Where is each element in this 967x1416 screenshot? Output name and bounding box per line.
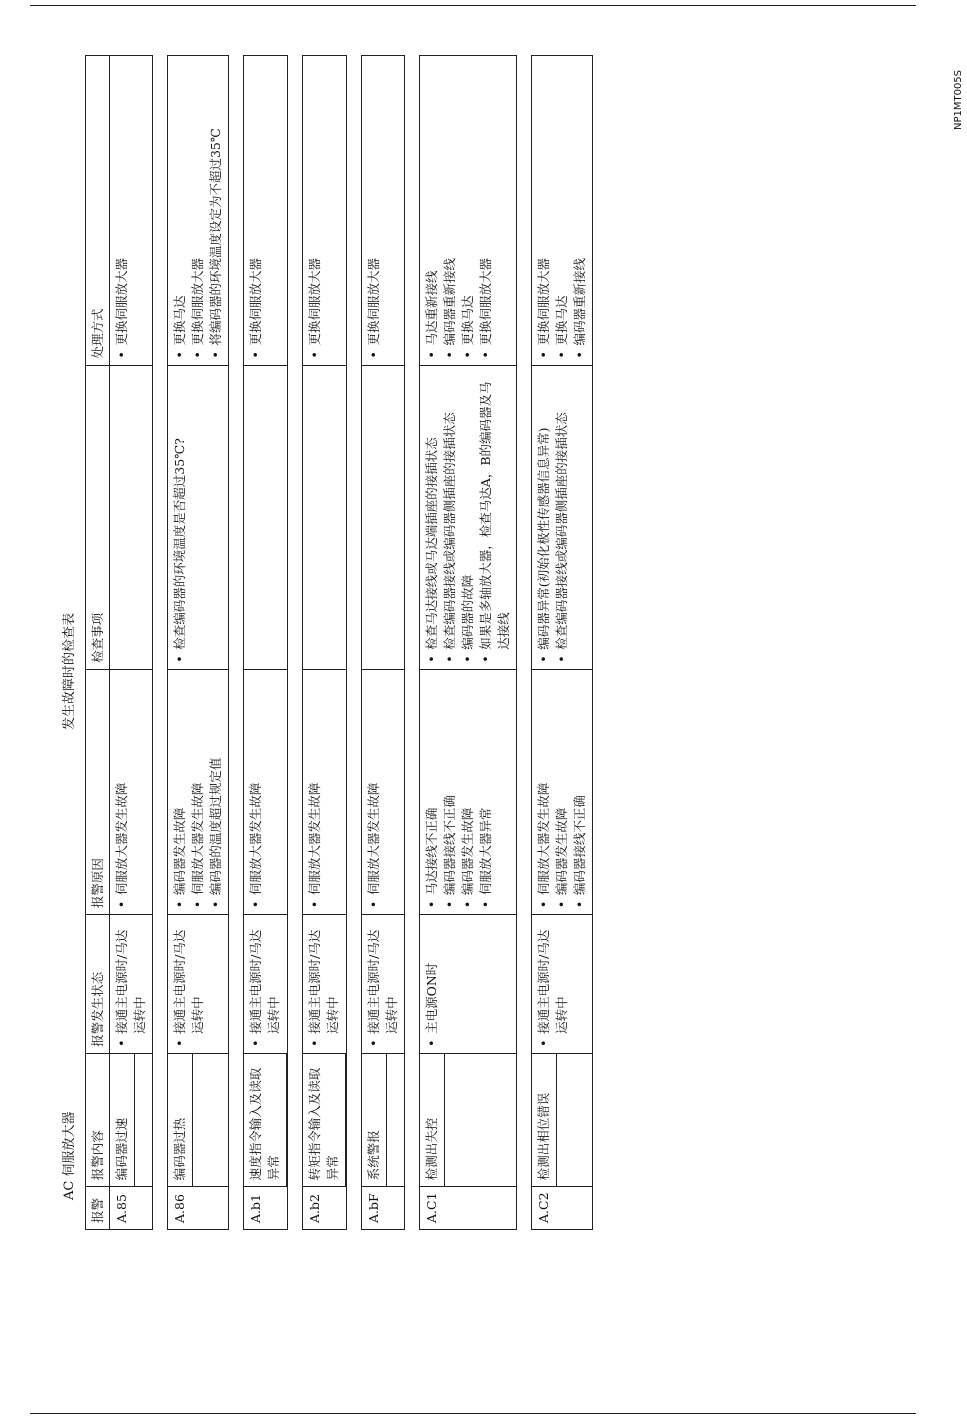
- check-list: [423, 372, 513, 663]
- check-item: • 检查编码器接线或编码器侧插座的接插状态: [441, 372, 459, 663]
- check-item: • 编码器异常(初始化极性传感器信息异常): [535, 372, 553, 663]
- header-check: 检查事项: [86, 365, 110, 669]
- table-row: [244, 56, 288, 1230]
- fix-item: • 更换马达: [459, 62, 477, 359]
- document-code-text: NP1MT005S: [953, 69, 964, 131]
- check-list: [171, 372, 189, 663]
- alarm-code: A.86: [168, 1187, 229, 1230]
- alarm-code: A.b2: [303, 1187, 347, 1230]
- alarm-name: 速度指令输入及读取异常: [244, 1054, 287, 1186]
- state-list: [306, 921, 342, 1047]
- alarm-code: A.bF: [362, 1187, 405, 1230]
- alarm-name-cell: [110, 1053, 153, 1186]
- check-item: • 检查马达接线或马达端插座的接插状态: [423, 372, 441, 663]
- state-item: • 接通主电源时/马达运转中: [171, 921, 207, 1047]
- table-row: [420, 56, 517, 1230]
- cause-item: • 伺服放大器发生故障: [535, 676, 553, 908]
- fix-item: • 更换马达: [171, 62, 189, 359]
- fix-item: • 更换伺服放大器: [535, 62, 553, 359]
- fix-item: • 更换马达: [553, 62, 571, 359]
- alarm-name: 检测出失控: [420, 1054, 445, 1186]
- cause-item: • 伺服放大器发生故障: [247, 676, 265, 908]
- cause-item: • 编码器发生故障: [553, 676, 571, 908]
- fix-item: • 更换伺服放大器: [247, 62, 265, 359]
- alarm-name: 检测出相位错误: [532, 1054, 557, 1186]
- alarm-check-cell: [168, 365, 229, 669]
- alarm-cause-cell: [303, 669, 347, 914]
- alarm-check-cell: [110, 365, 153, 669]
- fix-list: [365, 62, 383, 359]
- alarm-name-cell: [244, 1053, 288, 1186]
- state-list: [423, 921, 441, 1047]
- alarm-fix-cell: [303, 56, 347, 366]
- cause-item: • 编码器发生故障: [171, 676, 189, 908]
- row-gap-cell: [229, 56, 244, 1230]
- header-code: 报警: [86, 1187, 110, 1230]
- cause-item: • 伺服放大器发生故障: [113, 676, 131, 908]
- fix-list: [423, 62, 495, 359]
- table-header: [86, 56, 110, 1230]
- fix-item: • 将编码器的环境温度设定为不超过35℃: [207, 62, 225, 359]
- cause-list: [113, 676, 131, 908]
- header-name: 报警内容: [86, 1053, 110, 1186]
- state-item: • 接通主电源时/马达运转中: [535, 921, 571, 1047]
- row-gap-cell: [405, 56, 420, 1230]
- cause-item: • 伺服放大器发生故障: [189, 676, 207, 908]
- alarm-name: 系统警报: [362, 1054, 387, 1186]
- alarm-table: [85, 55, 593, 1230]
- alarm-name-cell: [532, 1053, 593, 1186]
- alarm-state-cell: [420, 915, 517, 1054]
- alarm-cause-cell: [110, 669, 153, 914]
- rotated-sheet: [62, 55, 951, 1230]
- alarm-check-cell: [420, 365, 517, 669]
- fix-item: • 更换伺服放大器: [306, 62, 324, 359]
- fix-list: [171, 62, 225, 359]
- fix-list: [113, 62, 131, 359]
- cause-list: [365, 676, 383, 908]
- bottom-rule: [30, 1413, 916, 1414]
- alarm-code: A.C2: [532, 1187, 593, 1230]
- alarm-fix-cell: [168, 56, 229, 366]
- state-item: • 接通主电源时/马达运转中: [247, 921, 283, 1047]
- cause-item: • 编码器接线不正确: [571, 676, 589, 908]
- state-list: [113, 921, 149, 1047]
- header-cause: 报警原因: [86, 669, 110, 914]
- alarm-name-cell: [303, 1053, 347, 1186]
- cause-list: [247, 676, 265, 908]
- cause-list: [306, 676, 324, 908]
- cause-item: • 伺服放大器异常: [477, 676, 495, 908]
- row-gap-cell: [517, 56, 532, 1230]
- check-item: • 编码器的故障: [459, 372, 477, 663]
- row-gap-cell: [288, 56, 303, 1230]
- alarm-state-cell: [532, 915, 593, 1054]
- alarm-fix-cell: [420, 56, 517, 366]
- top-rule: [30, 5, 916, 6]
- table-row: [362, 56, 405, 1230]
- state-list: [171, 921, 207, 1047]
- fix-item: • 马达重新接线: [423, 62, 441, 359]
- document-code: [952, 60, 966, 140]
- alarm-cause-cell: [168, 669, 229, 914]
- table-row: [168, 56, 229, 1230]
- cause-item: • 伺服放大器发生故障: [306, 676, 324, 908]
- check-list: [535, 372, 571, 663]
- alarm-name-cell: [362, 1053, 405, 1186]
- cause-item: • 编码器的温度超过规定值: [207, 676, 225, 908]
- alarm-check-cell: [532, 365, 593, 669]
- state-item: • 主电源ON时: [423, 921, 441, 1047]
- alarm-code: A.b1: [244, 1187, 288, 1230]
- table-body: [110, 56, 593, 1230]
- alarm-name: 编码器过速: [110, 1054, 135, 1186]
- fix-item: • 更换伺服放大器: [477, 62, 495, 359]
- fix-item: • 更换伺服放大器: [189, 62, 207, 359]
- alarm-cause-cell: [362, 669, 405, 914]
- table-row: [532, 56, 593, 1230]
- row-gap: [347, 56, 362, 1230]
- state-list: [247, 921, 283, 1047]
- table-row: [110, 56, 153, 1230]
- cause-item: • 编码器发生故障: [459, 676, 477, 908]
- alarm-cause-cell: [532, 669, 593, 914]
- alarm-name: 编码器过热: [168, 1054, 193, 1186]
- alarm-cause-cell: [244, 669, 288, 914]
- fix-item: • 更换伺服放大器: [365, 62, 383, 359]
- cause-item: • 伺服放大器发生故障: [365, 676, 383, 908]
- alarm-name-cell: [420, 1053, 517, 1186]
- row-gap: [405, 56, 420, 1230]
- sheet-titles: [57, 55, 83, 1230]
- fix-list: [535, 62, 589, 359]
- amp-title: AC 伺服放大器: [62, 1111, 77, 1200]
- fix-item: • 编码器重新接线: [571, 62, 589, 359]
- fix-item: • 更换伺服放大器: [113, 62, 131, 359]
- alarm-fix-cell: [110, 56, 153, 366]
- row-gap-cell: [347, 56, 362, 1230]
- alarm-fix-cell: [532, 56, 593, 366]
- cause-list: [423, 676, 495, 908]
- fix-list: [247, 62, 265, 359]
- table-row: [303, 56, 347, 1230]
- alarm-name: 转矩指令输入及读取异常: [303, 1054, 346, 1186]
- row-gap: [153, 56, 168, 1230]
- alarm-cause-cell: [420, 669, 517, 914]
- alarm-state-cell: [168, 915, 229, 1054]
- alarm-fix-cell: [244, 56, 288, 366]
- fix-list: [306, 62, 324, 359]
- alarm-fix-cell: [362, 56, 405, 366]
- alarm-state-cell: [303, 915, 347, 1054]
- state-item: • 接通主电源时/马达运转中: [306, 921, 342, 1047]
- alarm-check-cell: [303, 365, 347, 669]
- cause-item: • 马达接线不正确: [423, 676, 441, 908]
- alarm-state-cell: [244, 915, 288, 1054]
- cause-list: [535, 676, 589, 908]
- header-fix: 处理方式: [86, 56, 110, 366]
- alarm-check-cell: [362, 365, 405, 669]
- row-gap: [229, 56, 244, 1230]
- row-gap-cell: [153, 56, 168, 1230]
- fix-item: • 编码器重新接线: [441, 62, 459, 359]
- check-item: • 检查编码器的环境温度是否超过35℃?: [171, 372, 189, 663]
- page-title: 发生故障时的检查表: [62, 612, 77, 730]
- state-item: • 接通主电源时/马达运转中: [365, 921, 401, 1047]
- alarm-check-cell: [244, 365, 288, 669]
- header-state: 报警发生状态: [86, 915, 110, 1054]
- alarm-code: A.85: [110, 1187, 153, 1230]
- cause-list: [171, 676, 225, 908]
- alarm-code: A.C1: [420, 1187, 517, 1230]
- row-gap: [288, 56, 303, 1230]
- state-list: [535, 921, 571, 1047]
- check-item: • 如果是多轴放大器，检查马达A，B的编码器及马达接线: [477, 372, 513, 663]
- alarm-name-cell: [168, 1053, 229, 1186]
- alarm-state-cell: [362, 915, 405, 1054]
- state-item: • 接通主电源时/马达运转中: [113, 921, 149, 1047]
- cause-item: • 编码器接线不正确: [441, 676, 459, 908]
- state-list: [365, 921, 401, 1047]
- alarm-state-cell: [110, 915, 153, 1054]
- row-gap: [517, 56, 532, 1230]
- check-item: • 检查编码器接线或编码器侧插座的接插状态: [553, 372, 571, 663]
